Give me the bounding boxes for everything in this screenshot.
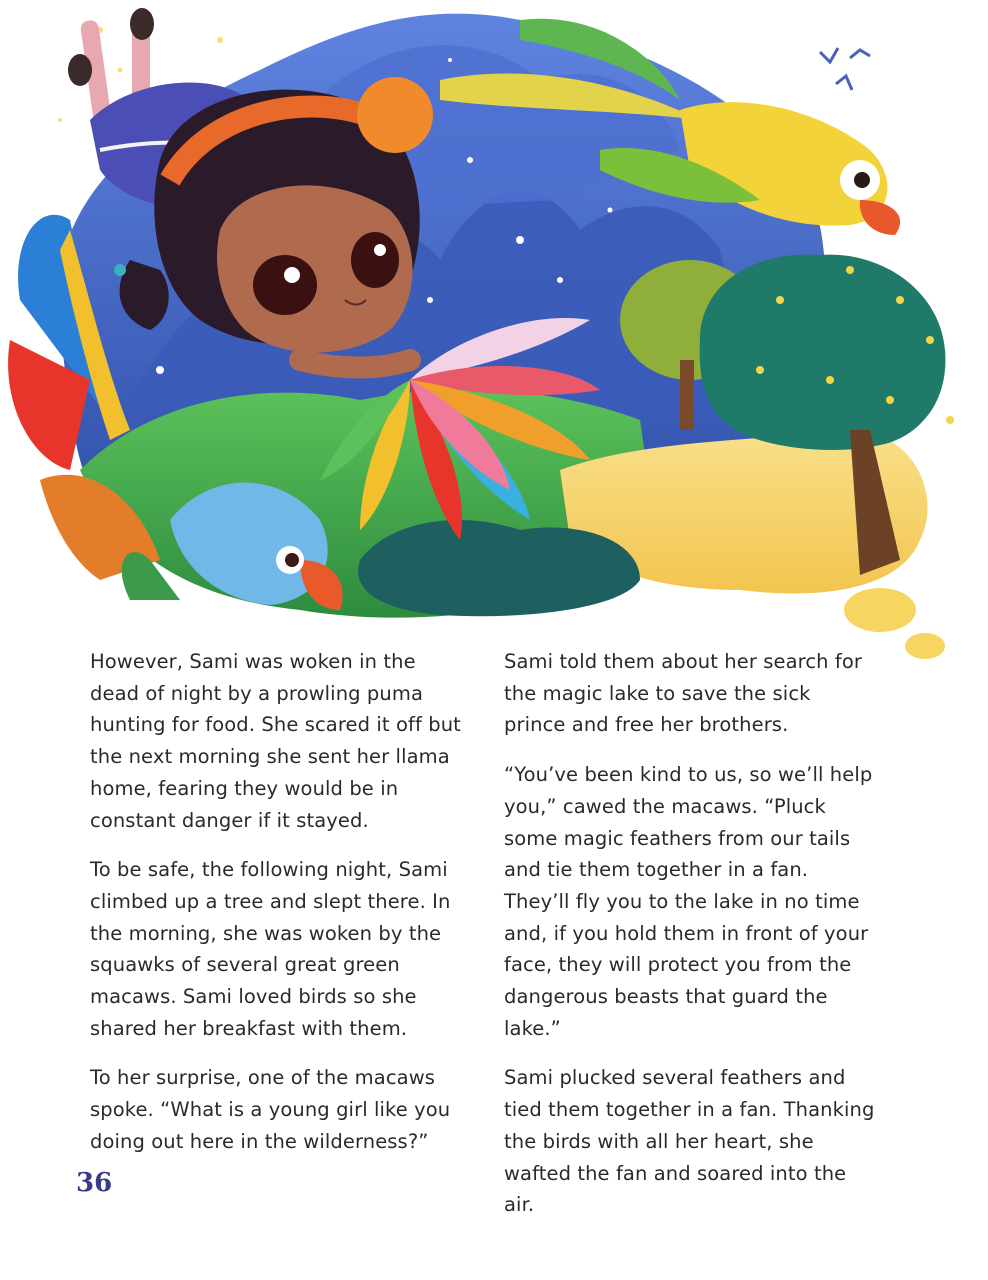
story-paragraph: Sami told them about her search for the magic lake to save the sick prince and free her brothers. xyxy=(504,650,863,737)
story-paragraph: To be safe, the following night, Sami climbed up a tree and slept there. In the morning, she was woken by the squawks of several great green macaws. Sami loved birds so she shared her breakfast with them. xyxy=(90,858,451,1040)
story-column-left xyxy=(90,646,462,1176)
lake-droplet-1 xyxy=(844,588,916,632)
lake-droplet-2 xyxy=(905,633,945,659)
page-number: 36 xyxy=(76,1168,113,1198)
story-column-right xyxy=(504,646,876,1239)
story-paragraph: To her surprise, one of the macaws spoke. “What is a young girl like you doing out here in the wilderness?” xyxy=(90,1066,451,1153)
tree-small-trunk xyxy=(680,360,694,430)
story-paragraph: “You’ve been kind to us, so we’ll help you,” cawed the macaws. “Pluck some magic feathers from our tails and tie them together in a fan. They’ll fly you to the lake in no time and, if you hold them in front of your face, they will protect you from the dangerous beasts that guard the lake.” xyxy=(504,763,873,1040)
tree-large-canopy xyxy=(700,254,946,450)
story-paragraph: Sami plucked several feathers and tied them together in a fan. Thanking the birds with all her heart, she wafted the fan and soared into the air. xyxy=(504,1066,875,1217)
distant-birds xyxy=(820,48,870,90)
story-paragraph: However, Sami was woken in the dead of night by a prowling puma hunting for food. She scared it off but the next morning she sent her llama home, fearing they would be in constant danger if it stayed. xyxy=(90,650,461,832)
